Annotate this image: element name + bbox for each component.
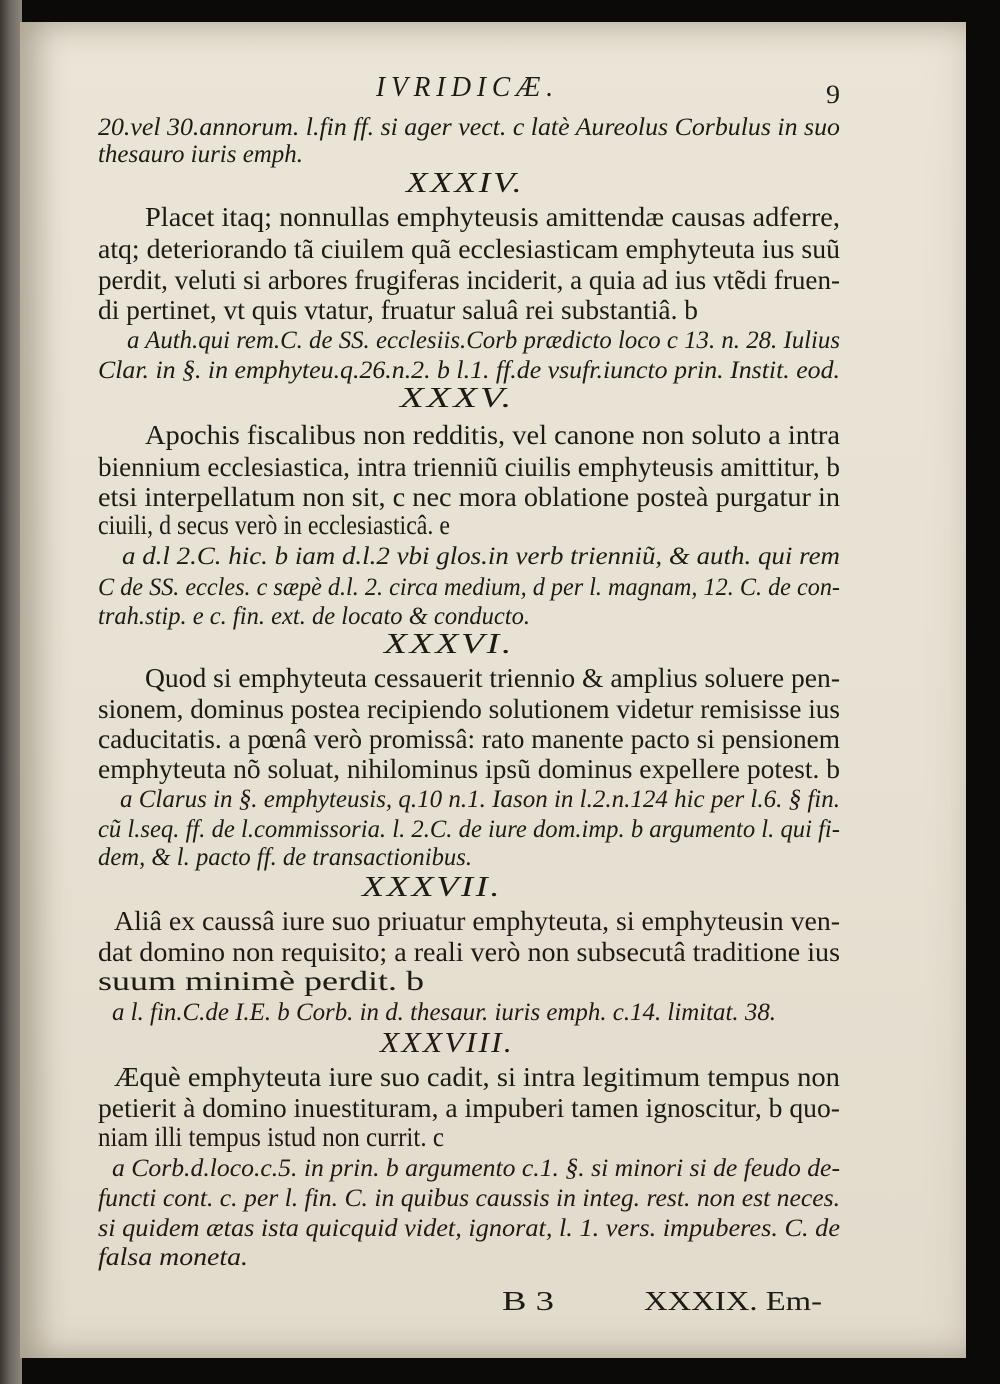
text-line: perdit, veluti si arbores frugiferas inciderit, a quia ad ius vtẽdi fruen- [98,265,840,295]
footnote-line: trah.stip. e c. fin. ext. de locato & conducto. [98,603,530,630]
footnote-line: Clar. in §. in emphyteu.q.26.n.2. b l.1. ff.de vsufr.iuncto prin. Instit. eod. [98,357,840,384]
catchword: XXXIX. Em- [644,1286,822,1316]
text-line: biennium ecclesiastica, intra trienniũ ciuilis emphyteusis amittitur, b [98,452,840,482]
footnote-line: a l. fin.C.de I.E. b Corb. in d. thesaur. iuris emph. c.14. limitat. 38. [112,999,776,1026]
book-spine-edge [0,0,22,1384]
text-line: Quod si emphyteuta cessauerit triennio & amplius soluere pen- [145,663,840,693]
footnote-line: C de SS. eccles. c sæpè d.l. 2. circa medium, d per l. magnam, 12. C. de con- [98,574,840,601]
section-heading: XXXVI. [384,629,514,660]
text-line: niam illi tempus istud non currit. c [98,1122,444,1152]
section-heading: XXXV. [400,383,514,414]
text-line: Aliâ ex caussâ iure suo priuatur emphyteuta, si emphyteusin ven- [114,906,841,936]
footnote-line: falsa moneta. [98,1244,248,1271]
text-line: emphyteuta nõ soluat, nihilominus ipsũ dominus expellere potest. b [98,754,840,784]
footnote-line: cũ l.seq. ff. de l.commissoria. l. 2.C. de iure dom.imp. b argumento l. qui fi- [98,816,840,843]
section-heading: XXXVIII. [380,1028,514,1059]
text-line: suum minimè perdit. b [98,966,424,996]
footnote-line: functi cont. c. per l. fin. C. in quibus caussis in integ. rest. non est neces. [98,1185,840,1212]
text-line: Apochis fiscalibus non redditis, vel canone non soluto a intra [145,420,840,450]
footnote-line: dem, & l. pacto ff. de transactionibus. [98,844,472,871]
text-line: 20.vel 30.annorum. l.fin ff. si ager vect. c latè Aureolus Corbulus in suo [98,114,841,141]
running-head: IVRIDICÆ. [376,72,559,103]
text-line: sionem, dominus postea recipiendo solutionem videtur remisisse ius [98,694,840,724]
text-line: di pertinet, vt quis vtatur, fruatur saluâ rei substantiâ. b [98,295,698,325]
footnote-line: a Clarus in §. emphyteusis, q.10 n.1. Iason in l.2.n.124 hic per l.6. § fin. [120,786,840,813]
footnote-line: si quidem ætas ista quicquid videt, ignorat, l. 1. vers. impuberes. C. de [98,1215,840,1242]
folio-number: 9 [826,80,840,109]
text-line: Placet itaq; nonnullas emphyteusis amittendæ causas adferre, [145,202,841,232]
text-line: petierit à domino inuestituram, a impuberi tamen ignoscitur, b quo- [98,1093,840,1123]
text-line: etsi interpellatum non sit, c nec mora oblatione posteà purgatur in [98,482,840,512]
book-page [20,22,966,1358]
signature-mark: B 3 [502,1286,554,1316]
section-heading: XXXIV. [406,168,524,199]
section-heading: XXXVII. [362,872,502,903]
footnote-line: a d.l 2.C. hic. b iam d.l.2 vbi glos.in verb trienniũ, & auth. qui rem [122,543,840,570]
footnote-line: a Auth.qui rem.C. de SS. ecclesiis.Corb prædicto loco c 13. n. 28. Iulius [127,327,840,354]
text-line: atq; deteriorando tã ciuilem quã ecclesiasticam emphyteuta ius suũ [98,234,840,264]
text-line: caducitatis. a pœnâ verò promissâ: rato manente pacto si pensionem [98,724,840,754]
text-line: thesauro iuris emph. [98,141,303,168]
text-line: Æquè emphyteuta iure suo cadit, si intra legitimum tempus non [114,1062,840,1092]
text-line: ciuili, d secus verò in ecclesiasticâ. e [98,510,450,540]
footnote-line: a Corb.d.loco.c.5. in prin. b argumento c.1. §. si minori si de feudo de- [112,1155,840,1182]
text-line: dat domino non requisito; a reali verò non subsecutâ traditione ius [98,937,840,967]
